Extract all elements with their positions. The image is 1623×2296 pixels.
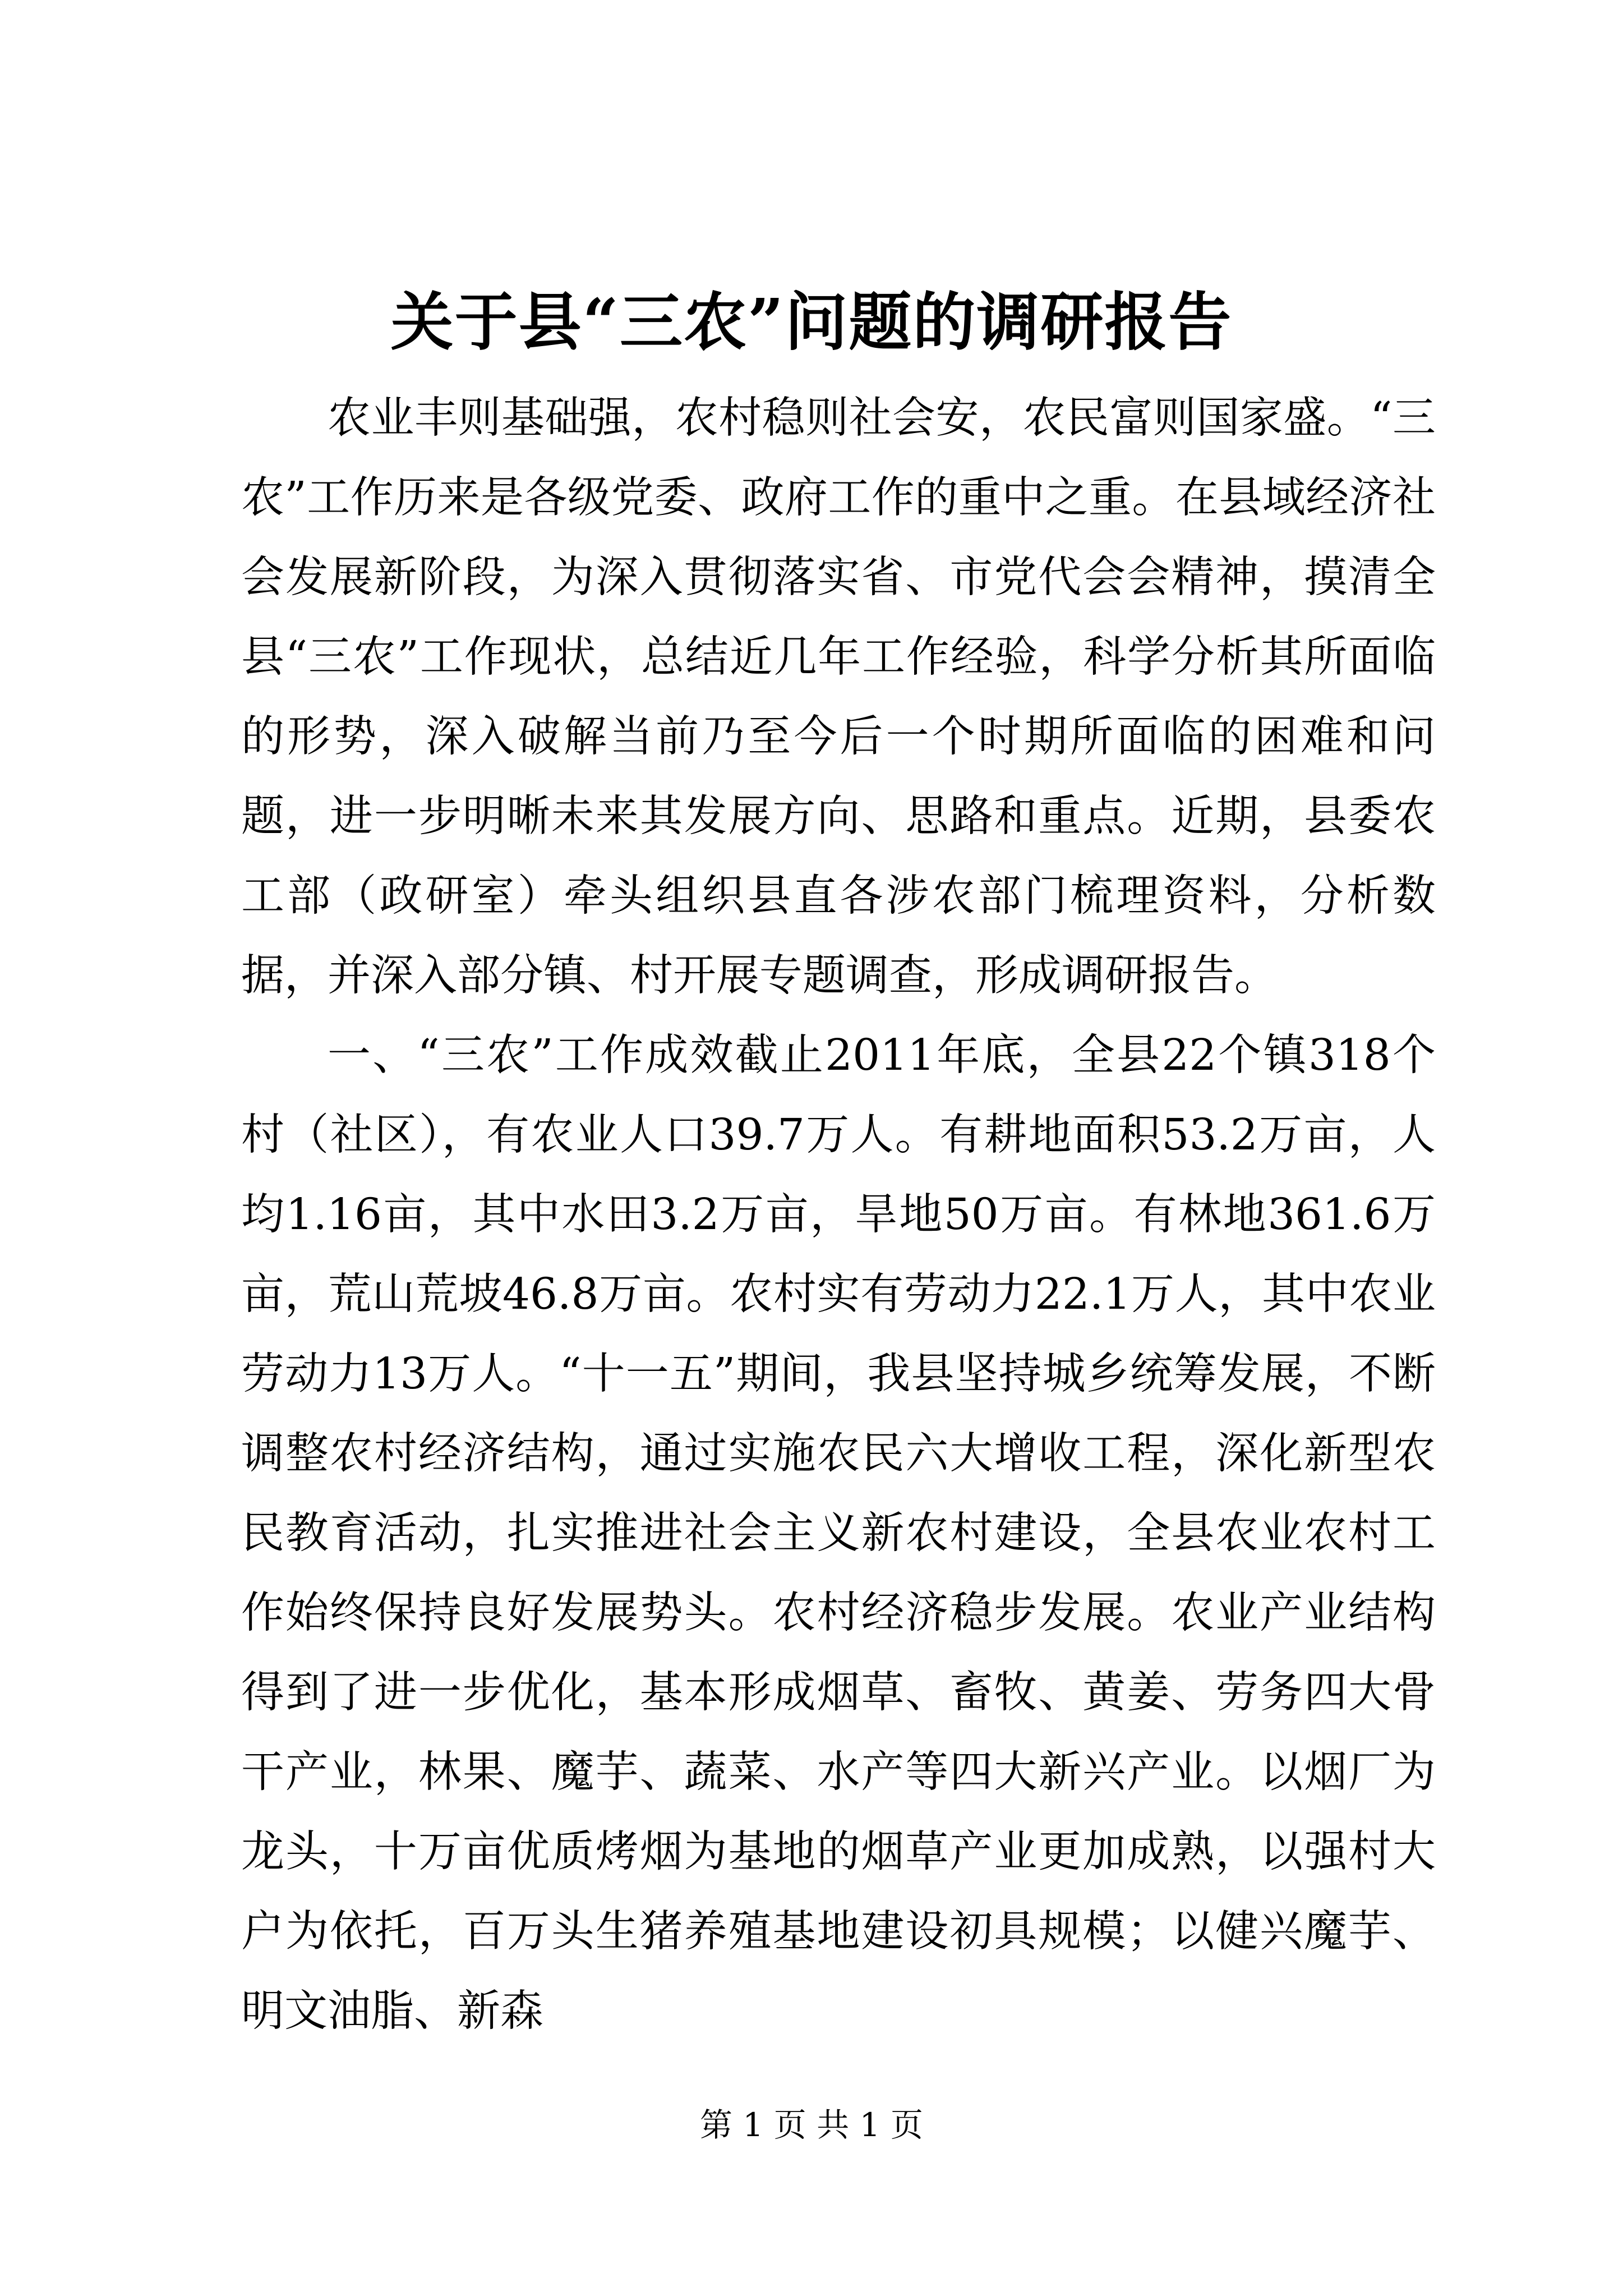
document-body bbox=[241, 379, 1436, 2051]
document-title: 关于县“三农”问题的调研报告 bbox=[390, 286, 1233, 359]
paragraph-intro: 农业丰则基础强，农村稳则社会安，农民富则国家盛。“三农”工作历来是各级党委、政府工作的重中之重。在县域经济社会发展新阶段，为深入贯彻落实省、市党代会会精神，摸清全县“三农”工作现状，总结近几年工作经验，科学分析其所面临的形势，深入破解当前乃至今后一个时期所面临的困难和问题，进一步明晰未来其发展方向、思路和重点。近期，县委农工部（政研室）牵头组织县直各涉农部门梳理资料，分析数据，并深入部分镇、村开展专题调查，形成调研报告。 bbox=[241, 393, 1436, 1001]
paragraph-section-one: 一、“三农”工作成效截止2011年底，全县22个镇318个村（社区），有农业人口39.7万人。有耕地面积53.2万亩，人均1.16亩，其中水田3.2万亩，旱地50万亩。有林地361.6万亩，荒山荒坡46.8万亩。农村实有劳动力22.1万人，其中农业劳动力13万人。“十一五”期间，我县坚持城乡统筹发展，不断调整农村经济结构，通过实施农民六大增收工程，深化新型农民教育活动，扎实推进社会主义新农村建设，全县农业农村工作始终保持良好发展势头。农村经济稳步发展。农业产业结构得到了进一步优化，基本形成烟草、畜牧、黄姜、劳务四大骨干产业，林果、魔芋、蔬菜、水产等四大新兴产业。以烟厂为龙头，十万亩优质烤烟为基地的烟草产业更加成熟，以强村大户为依托，百万头生猪养殖基地建设初具规模；以健兴魔芋、明文油脂、新森 bbox=[241, 1030, 1436, 2036]
page-footer: 第 1 页 共 1 页 bbox=[700, 2106, 923, 2144]
